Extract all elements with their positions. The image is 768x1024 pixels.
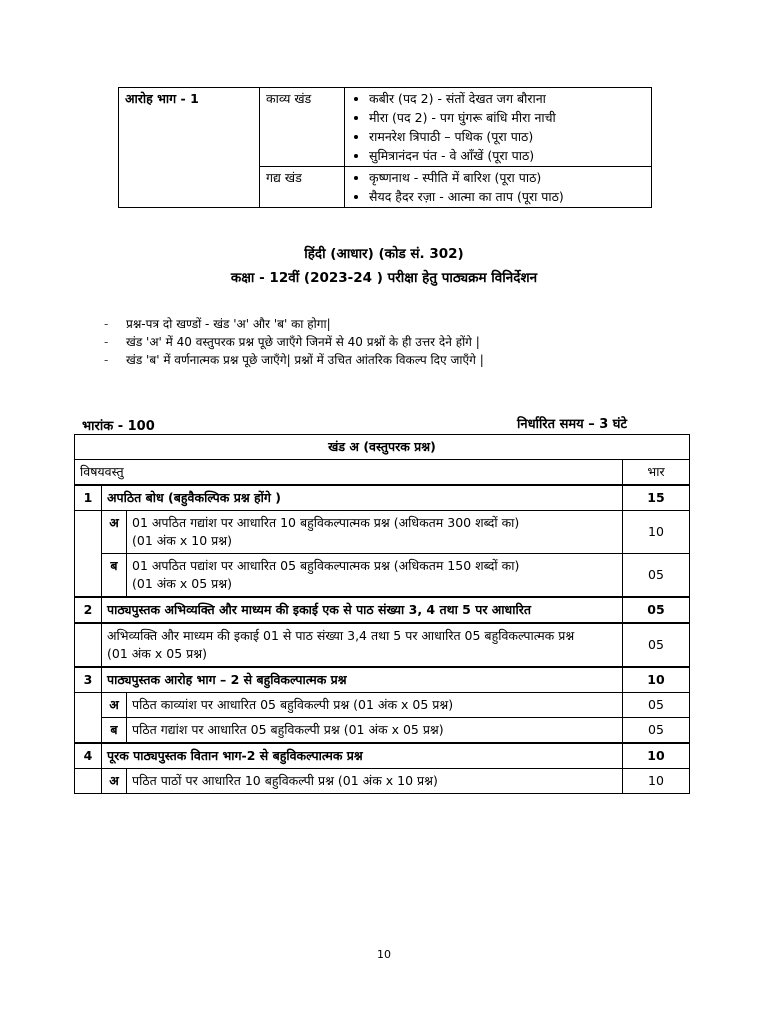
kavya-label: काव्य खंड	[260, 88, 345, 167]
table-row	[75, 554, 690, 598]
marks-header: भार	[623, 460, 690, 486]
section-title: पूरक पाठ्यपुस्तक वितान भाग-2 से बहुविकल्पात्मक प्रश्न	[102, 743, 623, 769]
sub-marks: 05	[623, 718, 690, 744]
sub-text-detail: (01 अंक x 05 प्रश्न)	[107, 646, 207, 661]
gadya-list	[351, 168, 645, 206]
section-cell: आरोह भाग - 1	[119, 88, 260, 208]
table-caption: खंड अ (वस्तुपरक प्रश्न)	[75, 435, 690, 460]
time-allowed: निर्धारित समय – 3 घंटे	[517, 417, 628, 432]
section-number: 3	[75, 667, 102, 693]
sub-text: पठित गद्यांश पर आधारित 05 बहुविकल्पी प्रश्न (01 अंक x 05 प्रश्न)	[127, 718, 623, 744]
list-item: - प्रश्न-पत्र दो खण्डों - खंड 'अ' और 'ब' का होगा|	[104, 315, 484, 333]
list-item: - खंड 'अ' में 40 वस्तुपरक प्रश्न पूछे जाएँगे जिनमें से 40 प्रश्नों के ही उत्तर देने होंगे |	[104, 333, 484, 351]
kavya-list	[351, 89, 645, 165]
list-item: • मीरा (पद 2) - पग घुंगरू बांधि मीरा नाची	[369, 108, 645, 127]
table-row	[119, 88, 652, 167]
table-row	[75, 693, 690, 718]
sub-label: अ	[102, 693, 127, 718]
list-item: • रामनरेश त्रिपाठी – पथिक (पूरा पाठ)	[369, 127, 645, 146]
sub-marks: 05	[623, 623, 690, 667]
content-header: विषयवस्तु	[75, 460, 623, 486]
gadya-list-cell	[345, 167, 652, 208]
list-item: • कबीर (पद 2) - संतों देखत जग बौराना	[369, 89, 645, 108]
sub-marks: 05	[623, 554, 690, 598]
sub-label: अ	[102, 511, 127, 554]
subject-title: हिंदी (आधार) (कोड सं. 302)	[304, 246, 464, 262]
sub-label: ब	[102, 718, 127, 744]
sub-text-cell	[102, 623, 623, 667]
sub-text-detail: (01 अंक x 10 प्रश्न)	[132, 533, 232, 548]
section-marks: 05	[623, 597, 690, 623]
sub-text: 01 अपठित पद्यांश पर आधारित 05 बहुविकल्पात्मक प्रश्न (अधिकतम 150 शब्दों का)	[132, 558, 520, 573]
table-row	[75, 667, 690, 693]
table-row	[75, 435, 690, 460]
section-marks: 10	[623, 667, 690, 693]
instruction-list	[104, 315, 484, 369]
table-row	[75, 718, 690, 744]
blank-cell	[75, 623, 102, 667]
section-title: पाठ्यपुस्तक आरोह भाग – 2 से बहुविकल्पात्मक प्रश्न	[102, 667, 623, 693]
total-marks: भारांक - 100	[82, 419, 155, 434]
sub-text-cell	[127, 511, 623, 554]
syllabus-table	[118, 87, 652, 208]
table-row	[75, 511, 690, 554]
gadya-label: गद्य खंड	[260, 167, 345, 208]
sub-text: पठित पाठों पर आधारित 10 बहुविकल्पी प्रश्न (01 अंक x 10 प्रश्न)	[127, 769, 623, 794]
table-row	[75, 485, 690, 511]
blueprint-table	[74, 434, 690, 794]
sub-text: पठित काव्यांश पर आधारित 05 बहुविकल्पी प्रश्न (01 अंक x 05 प्रश्न)	[127, 693, 623, 718]
sub-marks: 10	[623, 511, 690, 554]
section-number: 1	[75, 485, 102, 511]
blank-cell	[75, 769, 102, 794]
list-item: - खंड 'ब' में वर्णनात्मक प्रश्न पूछे जाएँगे| प्रश्नों में उचित आंतरिक विकल्प दिए जाएँगे |	[104, 351, 484, 369]
blank-cell	[75, 693, 102, 744]
section-number: 4	[75, 743, 102, 769]
section-number: 2	[75, 597, 102, 623]
class-subtitle: कक्षा - 12वीं (2023-24 ) परीक्षा हेतु पाठ्यक्रम विनिर्देशन	[230, 270, 538, 286]
sub-label: ब	[102, 554, 127, 598]
section-marks: 10	[623, 743, 690, 769]
sub-text-detail: (01 अंक x 05 प्रश्न)	[132, 576, 232, 591]
table-row	[75, 597, 690, 623]
kavya-list-cell	[345, 88, 652, 167]
blank-cell	[75, 511, 102, 598]
table-row	[75, 623, 690, 667]
section-title: अपठित बोध (बहुवैकल्पिक प्रश्न होंगे )	[102, 485, 623, 511]
sub-marks: 10	[623, 769, 690, 794]
sub-marks: 05	[623, 693, 690, 718]
section-marks: 15	[623, 485, 690, 511]
section-title: पाठ्यपुस्तक अभिव्यक्ति और माध्यम की इकाई एक से पाठ संख्या 3, 4 तथा 5 पर आधारित	[102, 597, 623, 623]
list-item: • सुमित्रानंदन पंत - वे आँखें (पूरा पाठ)	[369, 146, 645, 165]
table-header-row	[75, 460, 690, 486]
table-row	[75, 769, 690, 794]
table-row	[75, 743, 690, 769]
sub-label: अ	[102, 769, 127, 794]
sub-text-cell	[127, 554, 623, 598]
list-item: • कृष्णनाथ - स्पीति में बारिश (पूरा पाठ)	[369, 168, 645, 187]
sub-text: अभिव्यक्ति और माध्यम की इकाई 01 से पाठ संख्या 3,4 तथा 5 पर आधारित 05 बहुविकल्पात्मक प्रश्न	[107, 628, 575, 643]
page-number: 10	[377, 948, 391, 961]
sub-text: 01 अपठित गद्यांश पर आधारित 10 बहुविकल्पात्मक प्रश्न (अधिकतम 300 शब्दों का)	[132, 515, 520, 530]
list-item: • सैयद हैदर रज़ा - आत्मा का ताप (पूरा पाठ)	[369, 187, 645, 206]
